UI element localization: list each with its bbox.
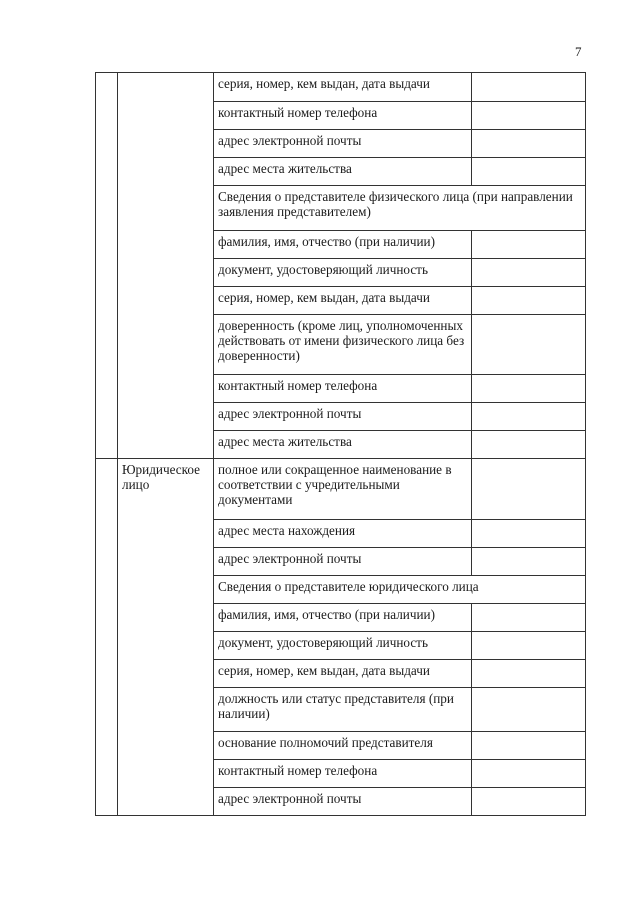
field-value-cell[interactable] xyxy=(472,660,586,688)
field-value-cell[interactable] xyxy=(472,459,586,520)
field-value-cell[interactable] xyxy=(472,130,586,158)
field-value-cell[interactable] xyxy=(472,788,586,816)
field-value-cell[interactable] xyxy=(472,760,586,788)
subject-type-cell xyxy=(118,73,214,459)
field-label: адрес электронной почты xyxy=(214,403,472,431)
field-label: документ, удостоверяющий личность xyxy=(214,632,472,660)
field-value-cell[interactable] xyxy=(472,403,586,431)
field-label: фамилия, имя, отчество (при наличии) xyxy=(214,604,472,632)
field-value-cell[interactable] xyxy=(472,73,586,102)
field-label: основание полномочий представителя xyxy=(214,732,472,760)
page-number: 7 xyxy=(575,44,582,59)
field-label: контактный номер телефона xyxy=(214,102,472,130)
application-form-table xyxy=(95,72,586,816)
field-value-cell[interactable] xyxy=(472,632,586,660)
field-value-cell[interactable] xyxy=(472,315,586,375)
field-label: должность или статус представителя (при наличии) xyxy=(214,688,472,732)
field-label: документ, удостоверяющий личность xyxy=(214,259,472,287)
field-label: адрес места жительства xyxy=(214,158,472,186)
field-value-cell[interactable] xyxy=(472,520,586,548)
field-label: фамилия, имя, отчество (при наличии) xyxy=(214,231,472,259)
field-label: адрес электронной почты xyxy=(214,130,472,158)
field-value-cell[interactable] xyxy=(472,688,586,732)
field-label: адрес места жительства xyxy=(214,431,472,459)
field-label: доверенность (кроме лиц, уполномоченных действовать от имени физического лица без доверенности) xyxy=(214,315,472,375)
field-value-cell[interactable] xyxy=(472,231,586,259)
field-value-cell[interactable] xyxy=(472,431,586,459)
field-label: адрес электронной почты xyxy=(214,548,472,576)
row-number-cell xyxy=(96,73,118,459)
field-label: серия, номер, кем выдан, дата выдачи xyxy=(214,660,472,688)
field-label: адрес электронной почты xyxy=(214,788,472,816)
field-label: контактный номер телефона xyxy=(214,760,472,788)
section-heading: Сведения о представителе физического лица (при направлении заявления представителем) xyxy=(214,186,586,231)
field-label: полное или сокращенное наименование в соответствии с учредительными документами xyxy=(214,459,472,520)
section-heading: Сведения о представителе юридического лица xyxy=(214,576,586,604)
field-value-cell[interactable] xyxy=(472,259,586,287)
field-value-cell[interactable] xyxy=(472,548,586,576)
field-label: серия, номер, кем выдан, дата выдачи xyxy=(214,73,472,102)
row-number-cell xyxy=(96,459,118,816)
field-label: контактный номер телефона xyxy=(214,375,472,403)
field-value-cell[interactable] xyxy=(472,102,586,130)
field-value-cell[interactable] xyxy=(472,732,586,760)
field-label: адрес места нахождения xyxy=(214,520,472,548)
table-row xyxy=(96,73,586,102)
table-row xyxy=(96,459,586,520)
field-value-cell[interactable] xyxy=(472,604,586,632)
legal-entity-label: Юридическое лицо xyxy=(118,459,214,816)
field-value-cell[interactable] xyxy=(472,375,586,403)
field-value-cell[interactable] xyxy=(472,287,586,315)
field-label: серия, номер, кем выдан, дата выдачи xyxy=(214,287,472,315)
field-value-cell[interactable] xyxy=(472,158,586,186)
